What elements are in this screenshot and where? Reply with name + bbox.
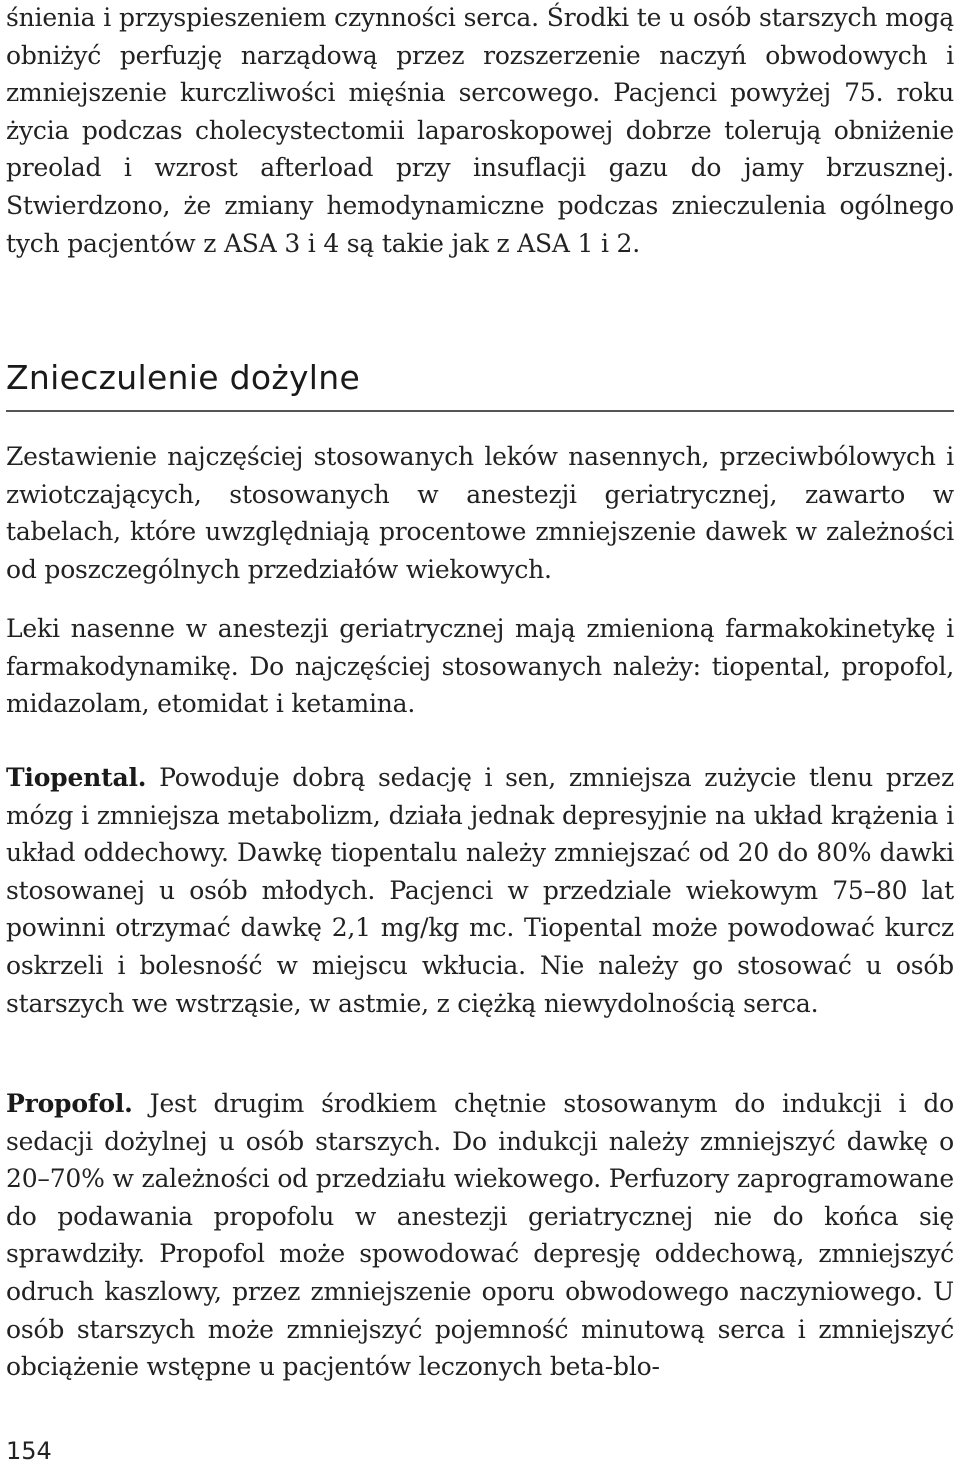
section-heading: Znieczulenie dożylne xyxy=(6,358,361,397)
paragraph-lead: Tiopental. xyxy=(6,763,147,792)
body-paragraph xyxy=(6,438,954,588)
paragraph-text: Zestawienie najczęściej stosowanych leków nasennych, przeciwbólowych i zwiotczających, stosowanych w anestezji geriatrycznej, zawarto w tabelach, które uwzględniają procentowe zmniejszenie dawek w zależności od poszczególnych przedziałów wiekowych. xyxy=(6,442,954,584)
paragraph-text: Powoduje dobrą sedację i sen, zmniejsza zużycie tlenu przez mózg i zmniejsza metabolizm, działa jednak depresyjnie na układ krążenia i układ oddechowy. Dawkę tiopentalu należy zmniejszać od 20 do 80% dawki stosowanej u osób młodych. Pacjenci w przedziale wiekowym 75–80 lat powinni otrzymać dawkę 2,1 mg/kg mc. Tiopental może powodować kurcz oskrzeli i bolesność w miejscu wkłucia. Nie należy go stosować u osób starszych we wstrząsie, w astmie, z ciężką niewydolnością serca. xyxy=(6,763,954,1018)
body-paragraph-propofol xyxy=(6,1085,954,1386)
heading-rule xyxy=(6,410,954,412)
intro-paragraph: śnienia i przyspieszeniem czynności serca. Środki te u osób starszych mogą obniżyć perfuzję narządową przez rozszerzenie naczyń obwodowych i zmniejszenie kurczliwości mięśnia sercowego. Pacjenci powyżej 75. roku życia podczas cholecystectomii laparoskopowej dobrze tolerują obniżenie preolad i wzrost afterload przy insuflacji gazu do jamy brzusznej. Stwierdzono, że zmiany hemodynamiczne podczas znieczulenia ogólnego tych pacjentów z ASA 3 i 4 są takie jak z ASA 1 i 2. xyxy=(6,3,954,258)
page-number: 154 xyxy=(6,1437,52,1465)
body-paragraph xyxy=(6,610,954,723)
paragraph-lead: Propofol. xyxy=(6,1089,133,1118)
paragraph-text: Leki nasenne w anestezji geriatrycznej mają zmienioną farmakokinetykę i farmakodynamikę. Do najczęściej stosowanych należy: tiopental, propofol, midazolam, etomidat i ketamina. xyxy=(6,614,954,719)
body-paragraph-tiopental xyxy=(6,759,954,1022)
paragraph-text: Jest drugim środkiem chętnie stosowanym do indukcji i do sedacji dożylnej u osób starszych. Do indukcji należy zmniejszyć dawkę o 20–70% w zależności od przedziału wiekowego. Perfuzory zaprogramowane do podawania propofolu w anestezji geriatrycznej nie do końca się sprawdziły. Propofol może spowodować depresję oddechową, zmniejszyć odruch kaszlowy, przez zmniejszenie oporu obwodowego naczyniowego. U osób starszych może zmniejszyć pojemność minutową serca i zmniejszyć obciążenie wstępne u pacjentów leczonych beta-blo- xyxy=(6,1089,954,1382)
